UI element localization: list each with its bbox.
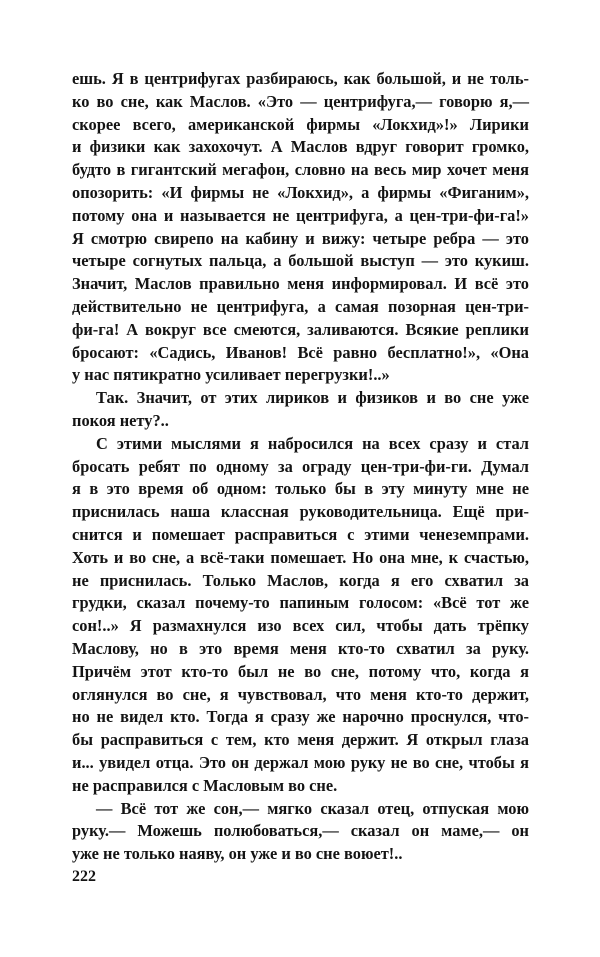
text-line: я в это время об одном: только бы в эту минуту мне не <box>72 479 529 499</box>
text-line: у нас пятикратно усиливает перегрузки!..» <box>72 365 390 385</box>
text-line: ешь. Я в центрифугах разбираюсь, как большой, и не толь- <box>72 69 529 88</box>
text-line: ко во сне, как Маслов. «Это — центрифуга,— говорю я,— <box>72 91 529 111</box>
text-line: и физики как захохочут. А Маслов вдруг говорит громко, <box>72 137 529 157</box>
text-line: четыре согнутых пальца, а большой выступ — это кукиш. <box>72 251 529 271</box>
text-line: но не видел кто. Тогда я сразу же нарочно проснулся, что- <box>72 707 529 727</box>
text-line: руку.— Можешь полюбоваться,— сказал он маме,— он <box>72 821 529 841</box>
text-line: снится и помешает расправиться с этими ченеземпрами. <box>72 524 529 544</box>
text-line: сон!..» Я размахнулся изо всех сил, чтобы дать трёпку <box>72 616 529 636</box>
text-line: будто в гигантский мегафон, словно на весь мир хочет меня <box>72 160 529 180</box>
text-line: не приснилась. Только Маслов, когда я его схватил за <box>72 570 529 590</box>
text-line: бы расправиться с тем, кто меня держит. Я открыл глаза <box>72 730 529 750</box>
text-line: грудки, сказал почему-то папиным голосом: «Всё тот же <box>72 593 529 613</box>
page-number: 222 <box>72 868 96 885</box>
text-line: бросать ребят по одному за ограду цен-три-фи-ги. Думал <box>72 456 529 476</box>
text-line: Маслову, но в это время меня кто-то схватил за руку. <box>72 638 529 658</box>
text-line: приснилась наша классная руководительница. Ещё при- <box>72 502 529 522</box>
text-line: действительно не центрифуга, а самая позорная цен-три- <box>72 296 529 316</box>
text-line: уже не только наяву, он уже и во сне воюет!.. <box>72 844 403 864</box>
text-line: опозорить: «И фирмы не «Локхид», а фирмы «Фиганим», <box>72 182 529 202</box>
text-line: Значит, Маслов правильно меня информировал. И всё это <box>72 274 529 294</box>
text-line: фи-га! А вокруг все смеются, заливаются. Всякие реплики <box>72 319 529 339</box>
text-line: и... увидел отца. Это он держал мою руку не во сне, чтобы я <box>72 752 529 772</box>
text-line: Я смотрю свирепо на кабину и вижу: четыре ребра — это <box>72 228 529 248</box>
book-page-text <box>72 68 529 866</box>
text-line: Так. Значит, от этих лириков и физиков и во сне уже <box>96 388 529 408</box>
text-line: оглянулся во сне, я чувствовал, что меня кто-то держит, <box>72 684 529 704</box>
text-line: скорее всего, американской фирмы «Локхид»!» Лирики <box>72 114 529 134</box>
text-line: потому она и называется не центрифуга, а цен-три-фи-га!» <box>72 205 529 225</box>
text-line: покоя нету?.. <box>72 410 169 430</box>
text-line: — Всё тот же сон,— мягко сказал отец, отпуская мою <box>96 798 529 818</box>
text-line: Причём этот кто-то был не во сне, потому что, когда я <box>72 661 529 681</box>
text-line: не расправился с Масловым во сне. <box>72 775 338 795</box>
text-line: С этими мыслями я набросился на всех сразу и стал <box>96 433 529 453</box>
text-line: бросают: «Садись, Иванов! Всё равно бесплатно!», «Она <box>72 342 529 362</box>
text-line: Хоть и во сне, а всё-таки помешает. Но она мне, к счастью, <box>72 547 529 567</box>
